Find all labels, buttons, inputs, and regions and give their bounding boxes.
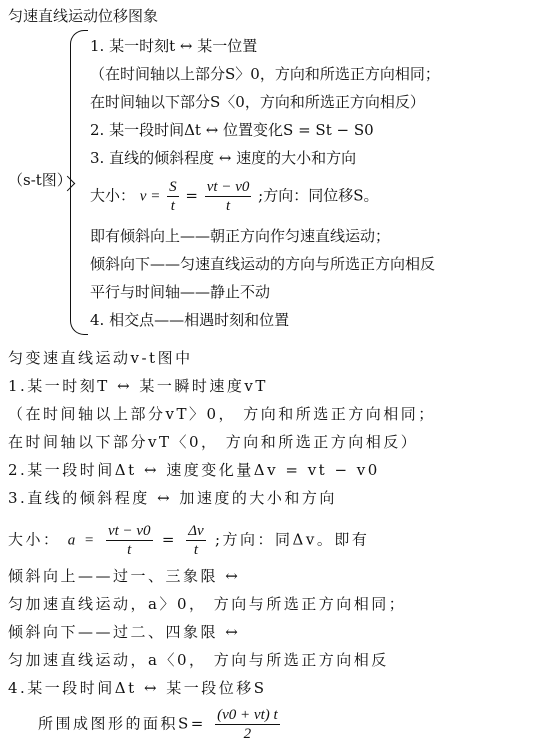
speed-fraction-1 bbox=[167, 178, 179, 215]
accel-frac1-num: vt − v0 bbox=[107, 523, 151, 539]
accel-frac1-den: t bbox=[127, 542, 132, 558]
area-frac-den: 2 bbox=[243, 726, 252, 742]
area-prefix: 所围成图形的面积S= bbox=[38, 714, 206, 733]
st-line-1: 1. 某一时刻t ↔ 某一位置 bbox=[90, 37, 258, 55]
vt-accel-formula bbox=[8, 522, 369, 559]
st-speed-formula bbox=[90, 178, 378, 215]
accel-fraction-2 bbox=[186, 522, 205, 559]
speed-frac2-den: t bbox=[225, 198, 231, 214]
st-line-9: 4. 相交点——相遇时刻和位置 bbox=[90, 311, 290, 329]
st-line-5: 3. 直线的倾斜程度 ↔ 速度的大小和方向 bbox=[90, 149, 357, 167]
accel-prefix: 大小： bbox=[8, 530, 61, 549]
vt-line-2: （在时间轴以上部分vT〉0， 方向和所选正方向相同； bbox=[8, 405, 436, 423]
st-line-2: （在时间轴以上部分S〉0，方向和所选正方向相同； bbox=[90, 65, 440, 83]
speed-prefix: 大小： bbox=[90, 186, 136, 205]
st-line-6: 即有倾斜向上——朝正方向作匀速直线运动； bbox=[90, 227, 391, 245]
st-line-8: 平行与时间轴——静止不动 bbox=[90, 283, 271, 301]
st-line-3: 在时间轴以下部分S〈0，方向和所选正方向相反） bbox=[90, 93, 425, 111]
vt-area-formula bbox=[38, 706, 282, 743]
vt-line-5: 3.直线的倾斜程度 ↔ 加速度的大小和方向 bbox=[8, 489, 337, 507]
vt-line-6: 倾斜向上——过一、三象限 ↔ bbox=[8, 567, 241, 585]
vt-line-4: 2.某一段时间Δt ↔ 速度变化量Δv = vt − v0 bbox=[8, 461, 380, 479]
accel-a: a = bbox=[67, 532, 97, 549]
accel-frac2-den: t bbox=[193, 542, 199, 558]
st-line-7: 倾斜向下——匀速直线运动的方向与所选正方向相反 bbox=[90, 255, 436, 273]
vt-line-7: 匀加速直线运动，a〉0， 方向与所选正方向相同； bbox=[8, 595, 407, 613]
speed-suffix: ;方向：同位移S。 bbox=[258, 186, 379, 205]
area-frac-num: (v0 + vt) t bbox=[217, 707, 278, 723]
speed-v: v = bbox=[139, 188, 161, 205]
accel-eq: = bbox=[161, 530, 177, 549]
vt-line-8: 倾斜向下——过二、四象限 ↔ bbox=[8, 623, 241, 641]
section1-title: 匀速直线运动位移图象 bbox=[8, 7, 159, 25]
accel-suffix: ;方向：同Δv。即有 bbox=[214, 530, 370, 549]
area-fraction bbox=[215, 706, 280, 743]
vt-line-1: 1.某一时刻T ↔ 某一瞬时速度vT bbox=[8, 377, 268, 395]
speed-frac1-den: t bbox=[170, 198, 175, 214]
speed-frac1-num: S bbox=[169, 179, 177, 195]
vt-line-9: 匀加速直线运动，a〈0， 方向与所选正方向相反 bbox=[8, 651, 389, 669]
vt-line-3: 在时间轴以下部分vT〈0， 方向和所选正方向相反） bbox=[8, 433, 419, 451]
vt-line-10: 4.某一段时间Δt ↔ 某一段位移S bbox=[8, 679, 267, 697]
speed-fraction-2 bbox=[205, 178, 252, 215]
accel-frac2-num: Δv bbox=[188, 523, 204, 539]
st-line-4: 2. 某一段时间Δt ↔ 位置变化S = St − S0 bbox=[90, 121, 374, 139]
speed-frac2-num: vt − v0 bbox=[206, 179, 250, 195]
speed-eq: = bbox=[185, 186, 198, 205]
section2-title: 匀变速直线运动v-t图中 bbox=[8, 349, 193, 367]
st-graph-label: （s-t图） bbox=[8, 171, 72, 189]
accel-fraction-1 bbox=[106, 522, 153, 559]
